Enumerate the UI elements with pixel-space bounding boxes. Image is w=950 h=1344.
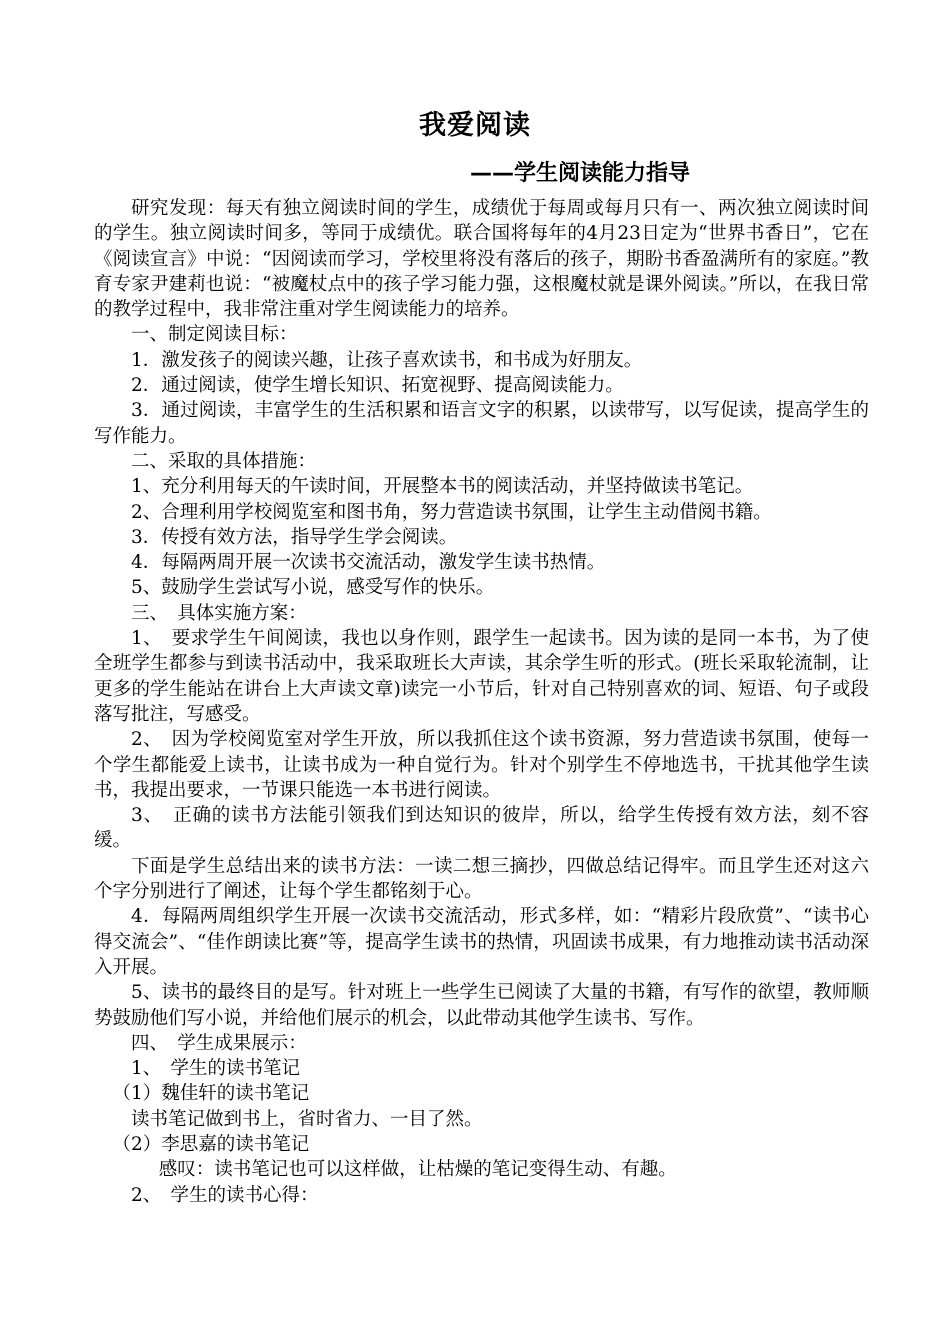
document-body <box>94 196 869 1208</box>
intro-paragraph: 研究发现：每天有独立阅读时间的学生，成绩优于每周或每月只有一、两次独立阅读时间的学生。独立阅读时间多，等同于成绩优。联合国将每年的4月23日定为“世界书香日”，它在《阅读宣言》中说：“因阅读而学习，学校里将没有落后的孩子，期盼书香盈满所有的家庭。”教育专家尹建莉也说：“被魔杖点中的孩子学习能力强，这根魔杖就是课外阅读。”所以，在我日常的教学过程中，我非常注重对学生阅读能力的培养。 <box>94 198 869 321</box>
result-subitem-2-desc: 感叹：读书笔记也可以这样做，让枯燥的笔记变得生动、有趣。 <box>158 1159 677 1181</box>
result-subitem-1: （1）魏佳轩的读书笔记 <box>112 1083 310 1105</box>
measure-item-5: 5、鼓励学生尝试写小说，感受写作的快乐。 <box>131 577 495 599</box>
document-title: 我爱阅读 <box>419 110 531 141</box>
plan-item-2: 2、 因为学校阅览室对学生开放，所以我抓住这个读书资源，努力营造读书氛围，使每一个学生都能爱上读书，让读书成为一种自觉行为。针对个别学生不停地选书，干扰其他学生读书，我提出要求，一节课只能选一本书进行阅读。 <box>94 729 869 801</box>
goal-item-1: 1．激发孩子的阅读兴趣，让孩子喜欢读书，和书成为好朋友。 <box>131 349 643 371</box>
measure-item-1: 1、充分利用每天的午读时间，开展整本书的阅读活动，并坚持做读书笔记。 <box>131 476 754 498</box>
section-heading-plan: 三、 具体实施方案： <box>131 602 307 624</box>
section-heading-goals: 一、制定阅读目标： <box>131 324 298 346</box>
section-heading-measures: 二、采取的具体措施： <box>131 450 317 472</box>
goal-item-3: 3．通过阅读，丰富学生的生活积累和语言文字的积累，以读带写，以写促读，提高学生的写作能力。 <box>94 400 869 447</box>
section-heading-results: 四、 学生成果展示： <box>131 1032 307 1054</box>
goal-item-2: 2．通过阅读，使学生增长知识、拓宽视野、提高阅读能力。 <box>131 375 624 397</box>
result-subitem-1-desc: 读书笔记做到书上，省时省力、一目了然。 <box>131 1108 483 1130</box>
plan-item-4: 4．每隔两周组织学生开展一次读书交流活动，形式多样，如：“精彩片段欣赏”、“读书心得交流会”、“佳作朗读比赛”等，提高学生读书的热情，巩固读书成果，有力地推动读书活动深入开展。 <box>94 906 869 978</box>
measure-item-2: 2、合理利用学校阅览室和图书角，努力营造读书氛围，让学生主动借阅书籍。 <box>131 501 772 523</box>
measure-item-3: 3．传授有效方法，指导学生学会阅读。 <box>131 526 458 548</box>
result-item-reflections: 2、 学生的读书心得： <box>131 1184 319 1206</box>
measure-item-4: 4．每隔两周开展一次读书交流活动，激发学生读书热情。 <box>131 552 606 574</box>
plan-item-1: 1、 要求学生午间阅读，我也以身作则，跟学生一起读书。因为读的是同一本书，为了使全班学生都参与到读书活动中，我采取班长大声读，其余学生听的形式。(班长采取轮流制，让更多的学生能站在讲台上大声读文章)读完一小节后，针对自己特别喜欢的词、短语、句子或段落写批注，写感受。 <box>94 628 869 725</box>
document-subtitle: ——学生阅读能力指导 <box>470 161 691 186</box>
plan-item-3: 3、 正确的读书方法能引领我们到达知识的彼岸，所以，给学生传授有效方法，刻不容缓。 <box>94 805 869 852</box>
result-item-notes: 1、 学生的读书笔记 <box>131 1058 301 1080</box>
plan-item-5: 5、读书的最终目的是写。针对班上一些学生已阅读了大量的书籍，有写作的欲望，教师顺势鼓励他们写小说，并给他们展示的机会，以此带动其他学生读书、写作。 <box>94 982 869 1029</box>
reading-method-paragraph: 下面是学生总结出来的读书方法：一读二想三摘抄，四做总结记得牢。而且学生还对这六个字分别进行了阐述，让每个学生都铭刻于心。 <box>94 855 869 903</box>
result-subitem-2: （2）李思嘉的读书笔记 <box>112 1133 310 1155</box>
